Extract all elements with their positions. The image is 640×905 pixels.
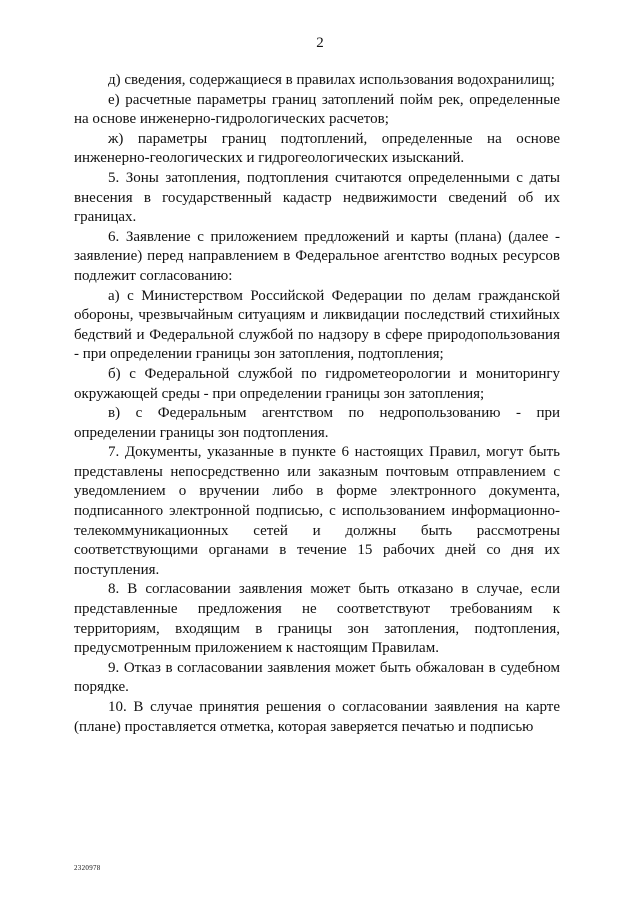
- paragraph-6b: б) с Федеральной службой по гидрометеорологии и мониторингу окружающей среды - при определении границы зон затопления;: [74, 365, 560, 402]
- paragraph-item-e: е) расчетные параметры границ затоплений пойм рек, определенные на основе инженерно-гидрологических расчетов;: [74, 91, 560, 128]
- paragraph-8: 8. В согласовании заявления может быть отказано в случае, если представленные предложения не соответствуют требованиям к территориям, входящим в границы зон затопления, подтопления, предусмотренным приложением к настоящим Правилам.: [74, 581, 560, 657]
- paragraph-9: 9. Отказ в согласовании заявления может быть обжалован в судебном порядке.: [74, 659, 560, 696]
- document-code: 2320978: [74, 864, 101, 872]
- paragraph-item-zh: ж) параметры границ подтоплений, определенные на основе инженерно-геологических и гидрогеологических изысканий.: [74, 130, 560, 167]
- paragraph-6: 6. Заявление с приложением предложений и карты (плана) (далее - заявление) перед направлением в Федеральное агентство водных ресурсов подлежит согласованию:: [74, 228, 560, 284]
- paragraph-5: 5. Зоны затопления, подтопления считаются определенными с даты внесения в государственный кадастр недвижимости сведений об их границах.: [74, 169, 560, 226]
- paragraph-6v: в) с Федеральным агентством по недропользованию - при определении границы зон подтопления.: [74, 405, 560, 441]
- paragraph-7: 7. Документы, указанные в пункте 6 настоящих Правил, могут быть представлены непосредственно или заказным почтовым отправлением с уведомлением о вручении либо в форме электронного документа, подписанного электронной подписью, с использованием информационно-телекоммуникационных сетей и должны быть рассмотрены соответствующими органами в течение 15 рабочих дней со дня их поступления.: [74, 444, 560, 578]
- paragraph-item-d: д) сведения, содержащиеся в правилах использования водохранилищ;: [108, 72, 555, 88]
- paragraph-10: 10. В случае принятия решения о согласовании заявления на карте (плане) проставляется отметка, которая заверяется печатью и подписью: [74, 699, 560, 735]
- document-body: [74, 71, 560, 737]
- page-number: 2: [316, 35, 324, 51]
- paragraph-6a: а) с Министерством Российской Федерации по делам гражданской обороны, чрезвычайным ситуациям и ликвидации последствий стихийных бедствий и Федеральной службой по надзору в сфере природопользования - при определении границы зон затопления, подтопления;: [74, 287, 560, 363]
